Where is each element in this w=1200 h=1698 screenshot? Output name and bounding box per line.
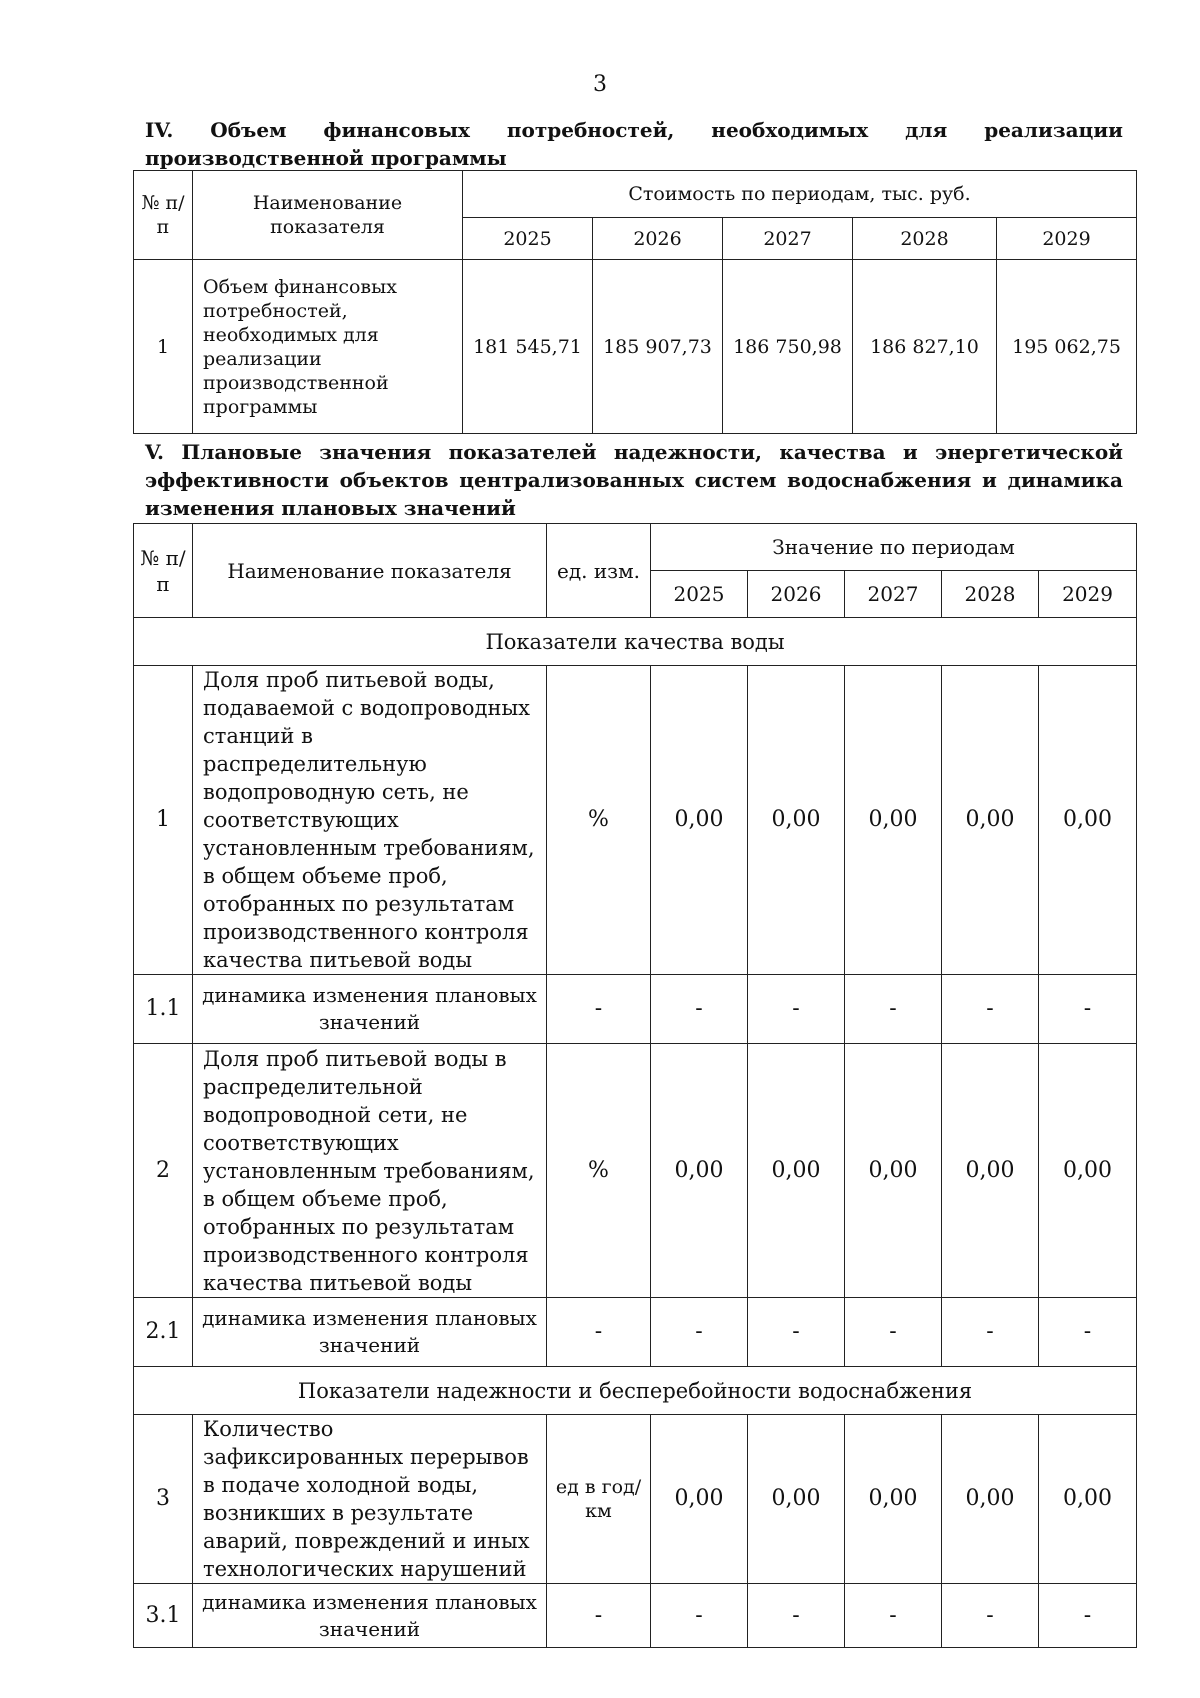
header-year: 2029: [997, 218, 1137, 260]
group-heading: Показатели качества воды: [134, 618, 1137, 666]
header-num: № п/п: [134, 524, 193, 618]
row-name: Доля проб питьевой воды, подаваемой с водопроводных станций в распределительную водопроводную сеть, не соответствующих установленным требованиям, в общем объеме проб, отобранных по результатам производственного контроля качества питьевой воды: [193, 666, 547, 975]
row-value: -: [1039, 1298, 1137, 1367]
row-value: -: [748, 1298, 845, 1367]
row-value: 185 907,73: [593, 260, 723, 434]
header-year: 2027: [723, 218, 853, 260]
row-value: 186 750,98: [723, 260, 853, 434]
row-unit: %: [547, 1044, 651, 1298]
row-value: 0,00: [845, 666, 942, 975]
row-value: -: [748, 1584, 845, 1648]
row-value: -: [651, 1298, 748, 1367]
row-value: 0,00: [845, 1415, 942, 1584]
row-name: Доля проб питьевой воды в распределительной водопроводной сети, не соответствующих установленным требованиям, в общем объеме проб, отобранных по результатам производственного контроля качества питьевой воды: [193, 1044, 547, 1298]
row-unit: -: [547, 1584, 651, 1648]
row-value: 0,00: [1039, 1415, 1137, 1584]
row-value: -: [748, 975, 845, 1044]
header-year: 2025: [463, 218, 593, 260]
row-name: Количество зафиксированных перерывов в подаче холодной воды, возникших в результате аварий, повреждений и иных технологических нарушений: [193, 1415, 547, 1584]
row-value: 0,00: [1039, 1044, 1137, 1298]
row-value: 0,00: [942, 1044, 1039, 1298]
table-row: [134, 1584, 1137, 1648]
table-row: [134, 1298, 1137, 1367]
header-year: 2028: [853, 218, 997, 260]
header-year: 2026: [593, 218, 723, 260]
row-value: 0,00: [651, 1415, 748, 1584]
row-num: 3: [134, 1415, 193, 1584]
header-num: № п/п: [134, 171, 193, 260]
row-unit: -: [547, 975, 651, 1044]
row-value: 195 062,75: [997, 260, 1137, 434]
section-iv-title: IV. Объем финансовых потребностей, необходимых для реализации производственной программы: [145, 118, 1123, 170]
row-value: -: [1039, 975, 1137, 1044]
header-year: 2029: [1039, 571, 1137, 618]
row-unit: %: [547, 666, 651, 975]
indicators-table: [133, 523, 1137, 1648]
row-value: -: [942, 975, 1039, 1044]
row-unit: -: [547, 1298, 651, 1367]
header-value-group: Значение по периодам: [651, 524, 1137, 571]
row-name: динамика изменения плановых значений: [193, 975, 547, 1044]
section-v-title: V. Плановые значения показателей надежности, качества и энергетической эффективности объектов централизованных систем водоснабжения и динамика изменения плановых значений: [145, 440, 1123, 520]
row-value: -: [1039, 1584, 1137, 1648]
header-cost-group: Стоимость по периодам, тыс. руб.: [463, 171, 1137, 218]
header-year: 2028: [942, 571, 1039, 618]
table-row: [134, 260, 1137, 434]
row-value: -: [651, 975, 748, 1044]
row-value: 0,00: [651, 666, 748, 975]
row-value: -: [845, 1584, 942, 1648]
table-row: [134, 1044, 1137, 1298]
table-row: [134, 975, 1137, 1044]
row-value: 0,00: [748, 1044, 845, 1298]
table-row: [134, 1415, 1137, 1584]
row-num: 3.1: [134, 1584, 193, 1648]
row-value: -: [845, 1298, 942, 1367]
row-value: 0,00: [1039, 666, 1137, 975]
row-value: 0,00: [942, 666, 1039, 975]
table-row: [134, 666, 1137, 975]
row-name: динамика изменения плановых значений: [193, 1584, 547, 1648]
header-year: 2025: [651, 571, 748, 618]
row-value: 0,00: [748, 666, 845, 975]
row-value: -: [845, 975, 942, 1044]
group-heading: Показатели надежности и бесперебойности водоснабжения: [134, 1367, 1137, 1415]
header-name: Наименование показателя: [193, 171, 463, 260]
row-value: 0,00: [748, 1415, 845, 1584]
header-year: 2026: [748, 571, 845, 618]
row-value: -: [651, 1584, 748, 1648]
header-year: 2027: [845, 571, 942, 618]
row-num: 1: [134, 260, 193, 434]
row-value: 0,00: [942, 1415, 1039, 1584]
row-unit: ед в год/ км: [547, 1415, 651, 1584]
row-value: 0,00: [845, 1044, 942, 1298]
row-num: 2.1: [134, 1298, 193, 1367]
row-name: динамика изменения плановых значений: [193, 1298, 547, 1367]
row-value: -: [942, 1584, 1039, 1648]
row-value: -: [942, 1298, 1039, 1367]
row-value: 0,00: [651, 1044, 748, 1298]
header-unit: ед. изм.: [547, 524, 651, 618]
row-num: 2: [134, 1044, 193, 1298]
financial-needs-table: [133, 170, 1137, 434]
page-number: 3: [593, 72, 607, 97]
row-value: 186 827,10: [853, 260, 997, 434]
row-name: Объем финансовых потребностей, необходимых для реализации производственной программы: [193, 260, 463, 434]
row-value: 181 545,71: [463, 260, 593, 434]
header-name: Наименование показателя: [193, 524, 547, 618]
row-num: 1.1: [134, 975, 193, 1044]
row-num: 1: [134, 666, 193, 975]
